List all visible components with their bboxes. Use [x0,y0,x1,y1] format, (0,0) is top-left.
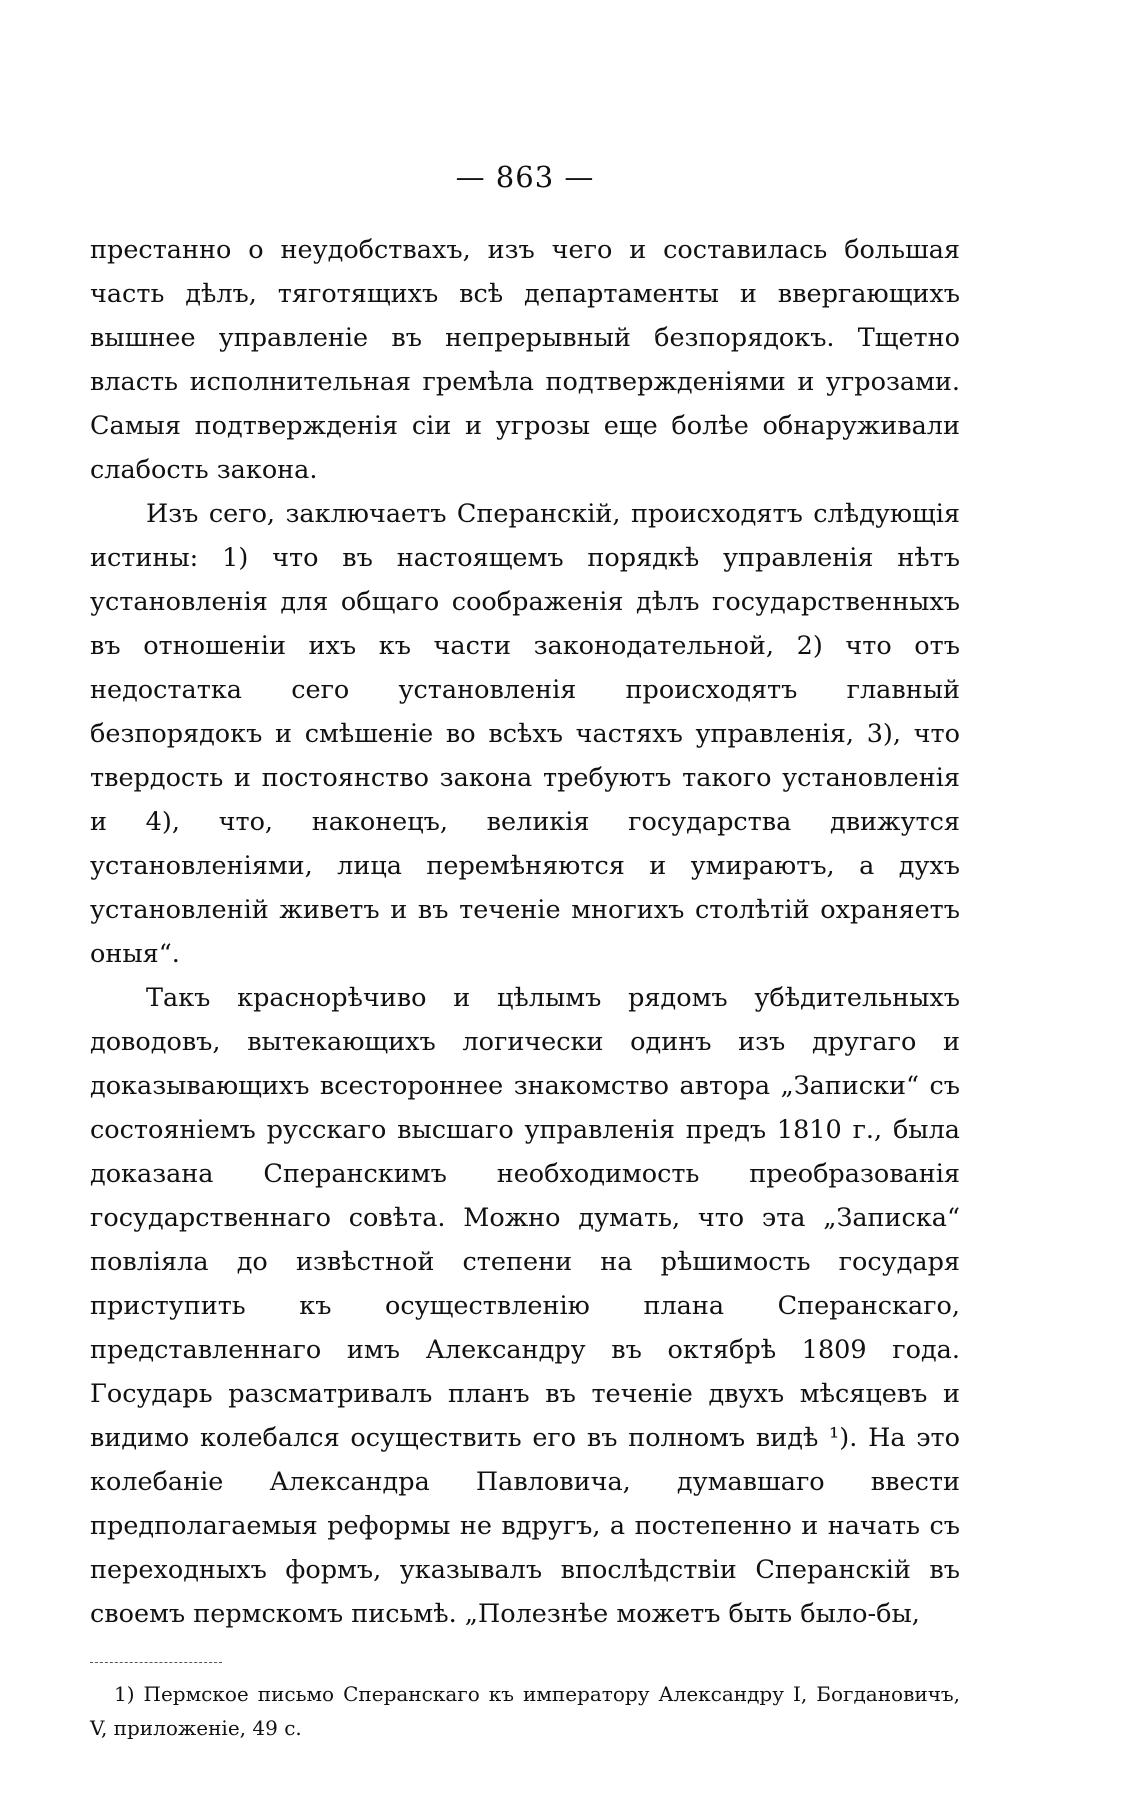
paragraph: престанно о неудобствахъ, изъ чего и составилась большая часть дѣлъ, тяготящихъ всѣ департаменты и ввергающихъ вышнее управленіе въ непрерывный безпорядокъ. Тщетно власть исполнительная гремѣла подтвержденіями и угрозами. Самыя подтвержденія сіи и угрозы еще болѣе обнаруживали слабость закона. [90,235,960,485]
paragraph: Такъ краснорѣчиво и цѣлымъ рядомъ убѣдительныхъ доводовъ, вытекающихъ логически одинъ изъ другаго и доказывающихъ всестороннее знакомство автора „Записки“ съ состояніемъ русскаго высшаго управленія предъ 1810 г., была доказана Сперанскимъ необходимость преобразованія государственнаго совѣта. Можно думать, что эта „Записка“ повліяла до извѣстной степени на рѣшимость государя приступить къ осуществленію плана Сперанскаго, представленнаго имъ Александру въ октябрѣ 1809 года. Государь разсматривалъ планъ въ теченіе двухъ мѣсяцевъ и видимо колебался осуществить его въ полномъ видѣ ¹). На это колебаніе Александра Павловича, думавшаго ввести предполагаемыя реформы не вдругъ, а постепенно и начать съ переходныхъ формъ, указывалъ впослѣдствіи Сперанскій въ своемъ пермскомъ письмѣ. „Полезнѣе можетъ быть было-бы, [90,983,960,1629]
footnote-divider [90,1662,222,1663]
page-number: — 863 — [455,160,595,194]
footnote: 1) Пермское письмо Сперанскаго къ императору Александру I, Богдановичъ, V, приложеніе, 49 с. [90,1682,960,1740]
paragraph: Изъ сего, заключаетъ Сперанскій, происходятъ слѣдующія истины: 1) что въ настоящемъ порядкѣ управленія нѣтъ установленія для общаго соображенія дѣлъ государственныхъ въ отношеніи ихъ къ части законодательной, 2) что отъ недостатка сего установленія происходятъ главный безпорядокъ и смѣшеніе во всѣхъ частяхъ управленія, 3), что твердость и постоянство закона требуютъ такого установленія и 4), что, наконецъ, великія государства движутся установленіями, лица перемѣняются и умираютъ, а духъ установленій живетъ и въ теченіе многихъ столѣтій охраняетъ оныя“. [90,499,960,969]
book-page [90,160,960,1745]
body-text [90,228,960,1636]
